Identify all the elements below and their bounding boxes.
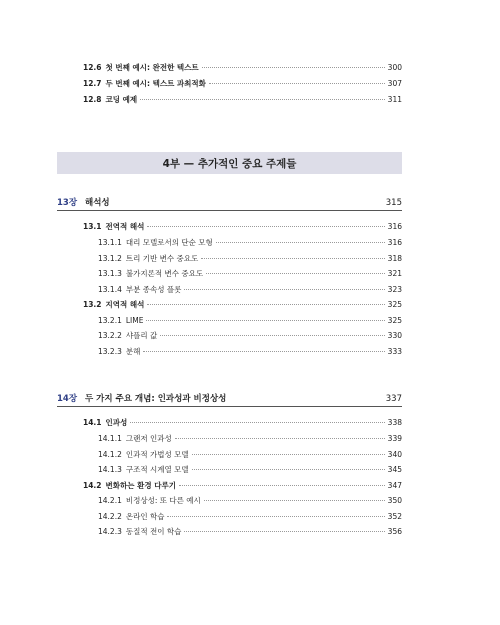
section-number: 13.1 [83,222,102,231]
section-title: 두 번째 예시: 텍스트 과최적화 [105,79,206,88]
dot-leader [143,351,384,352]
toc-entry[interactable] [83,63,402,73]
section-number: 13.1.3 [98,269,122,278]
page-number: 311 [387,95,402,104]
page-number: 347 [387,481,402,490]
section-title: 대리 모델로서의 단순 모형 [125,238,213,247]
dot-leader [160,335,384,336]
page-number: 352 [387,512,402,521]
toc-entry[interactable] [98,331,402,341]
dot-leader [206,273,385,274]
dot-leader [201,258,384,259]
section-title: 샤플리 값 [125,331,158,340]
section-number: 14.1.3 [98,465,122,474]
section-title: 변화하는 환경 다루기 [105,481,176,490]
toc-entry[interactable] [98,465,402,475]
section-number: 13.1.2 [98,254,122,263]
chapter-page: 337 [385,394,402,404]
page-number: 316 [387,238,402,247]
section-number: 13.1.1 [98,238,122,247]
dot-leader [147,226,384,227]
section-title: 그랜저 인과성 [125,434,172,443]
toc-entry[interactable] [98,496,402,506]
section-number: 14.2 [83,481,102,490]
section-title: LIME [125,316,144,325]
section-title: 인과적 가법성 모델 [125,450,189,459]
section-title: 첫 번째 예시: 완전한 텍스트 [105,63,199,72]
toc-entry[interactable] [83,222,402,232]
toc-entry[interactable] [98,512,402,522]
page-number: 330 [387,331,402,340]
dot-leader [175,438,385,439]
dot-leader [167,516,384,517]
section-number: 12.7 [83,79,102,88]
page-number: 307 [387,79,402,88]
chapter-page: 315 [385,198,402,208]
chapter-divider [57,406,402,407]
toc-entry[interactable] [98,238,402,248]
toc-entry[interactable] [98,316,402,326]
dot-leader [192,469,385,470]
section-title: 비정상성: 또 다른 예시 [125,496,201,505]
page-number: 325 [387,316,402,325]
section-title: 부분 종속성 플롯 [125,285,182,294]
toc-entry[interactable] [98,527,402,537]
section-number: 14.2.1 [98,496,122,505]
toc-entry[interactable] [98,254,402,264]
page-number: 356 [387,527,402,536]
dot-leader [146,320,384,321]
chapter-heading[interactable] [57,196,402,208]
dot-leader [130,422,384,423]
section-number: 14.2.2 [98,512,122,521]
page-number: 325 [387,300,402,309]
toc-entry[interactable] [98,450,402,460]
dot-leader [202,67,385,68]
toc-entry[interactable] [98,285,402,295]
dot-leader [184,289,384,290]
toc-entry[interactable] [83,300,402,310]
toc-entry[interactable] [98,269,402,279]
section-number: 14.1.2 [98,450,122,459]
page-number: 333 [387,347,402,356]
page-number: 316 [387,222,402,231]
dot-leader [204,500,385,501]
page-number: 339 [387,434,402,443]
section-title: 온라인 학습 [125,512,165,521]
section-title: 트리 기반 변수 중요도 [125,254,199,263]
page-number: 340 [387,450,402,459]
chapter-title: 해석성 [85,198,110,208]
chapter-divider [57,210,402,211]
page-number: 350 [387,496,402,505]
dot-leader [184,531,384,532]
section-number: 14.2.3 [98,527,122,536]
dot-leader [192,454,385,455]
section-title: 지역적 해석 [105,300,145,309]
page-number: 323 [387,285,402,294]
chapter-title: 두 가지 주요 개념: 인과성과 비정상성 [85,394,227,404]
page-number: 318 [387,254,402,263]
dot-leader [209,83,385,84]
section-number: 13.2.2 [98,331,122,340]
toc-entry[interactable] [83,481,402,491]
section-number: 12.8 [83,95,102,104]
toc-entry[interactable] [98,347,402,357]
section-number: 13.2.1 [98,316,122,325]
section-title: 전역적 해석 [105,222,145,231]
toc-entry[interactable] [83,79,402,89]
toc-entry[interactable] [98,434,402,444]
section-number: 13.2.3 [98,347,122,356]
section-title: 분해 [125,347,141,356]
section-title: 코딩 예제 [105,95,138,104]
toc-entry[interactable] [83,95,402,105]
section-number: 14.1.1 [98,434,122,443]
page-number: 338 [387,418,402,427]
section-title: 구조적 시계열 모델 [125,465,189,474]
section-title: 인과성 [105,418,128,427]
part-title: 4부 — 추가적인 중요 주제들 [162,157,297,170]
dot-leader [140,99,385,100]
section-number: 14.1 [83,418,102,427]
page-number: 321 [387,269,402,278]
section-number: 13.2 [83,300,102,309]
section-title: 동질적 전이 학습 [125,527,182,536]
chapter-number: 13장 [57,198,78,208]
toc-entry[interactable] [83,418,402,428]
chapter-heading[interactable] [57,392,402,404]
page-number: 300 [387,63,402,72]
section-number: 12.6 [83,63,102,72]
chapter-number: 14장 [57,394,78,404]
page-number: 345 [387,465,402,474]
dot-leader [179,485,385,486]
section-number: 13.1.4 [98,285,122,294]
dot-leader [216,242,385,243]
dot-leader [147,304,384,305]
section-title: 불가지론적 변수 중요도 [125,269,204,278]
part-banner [57,152,402,174]
